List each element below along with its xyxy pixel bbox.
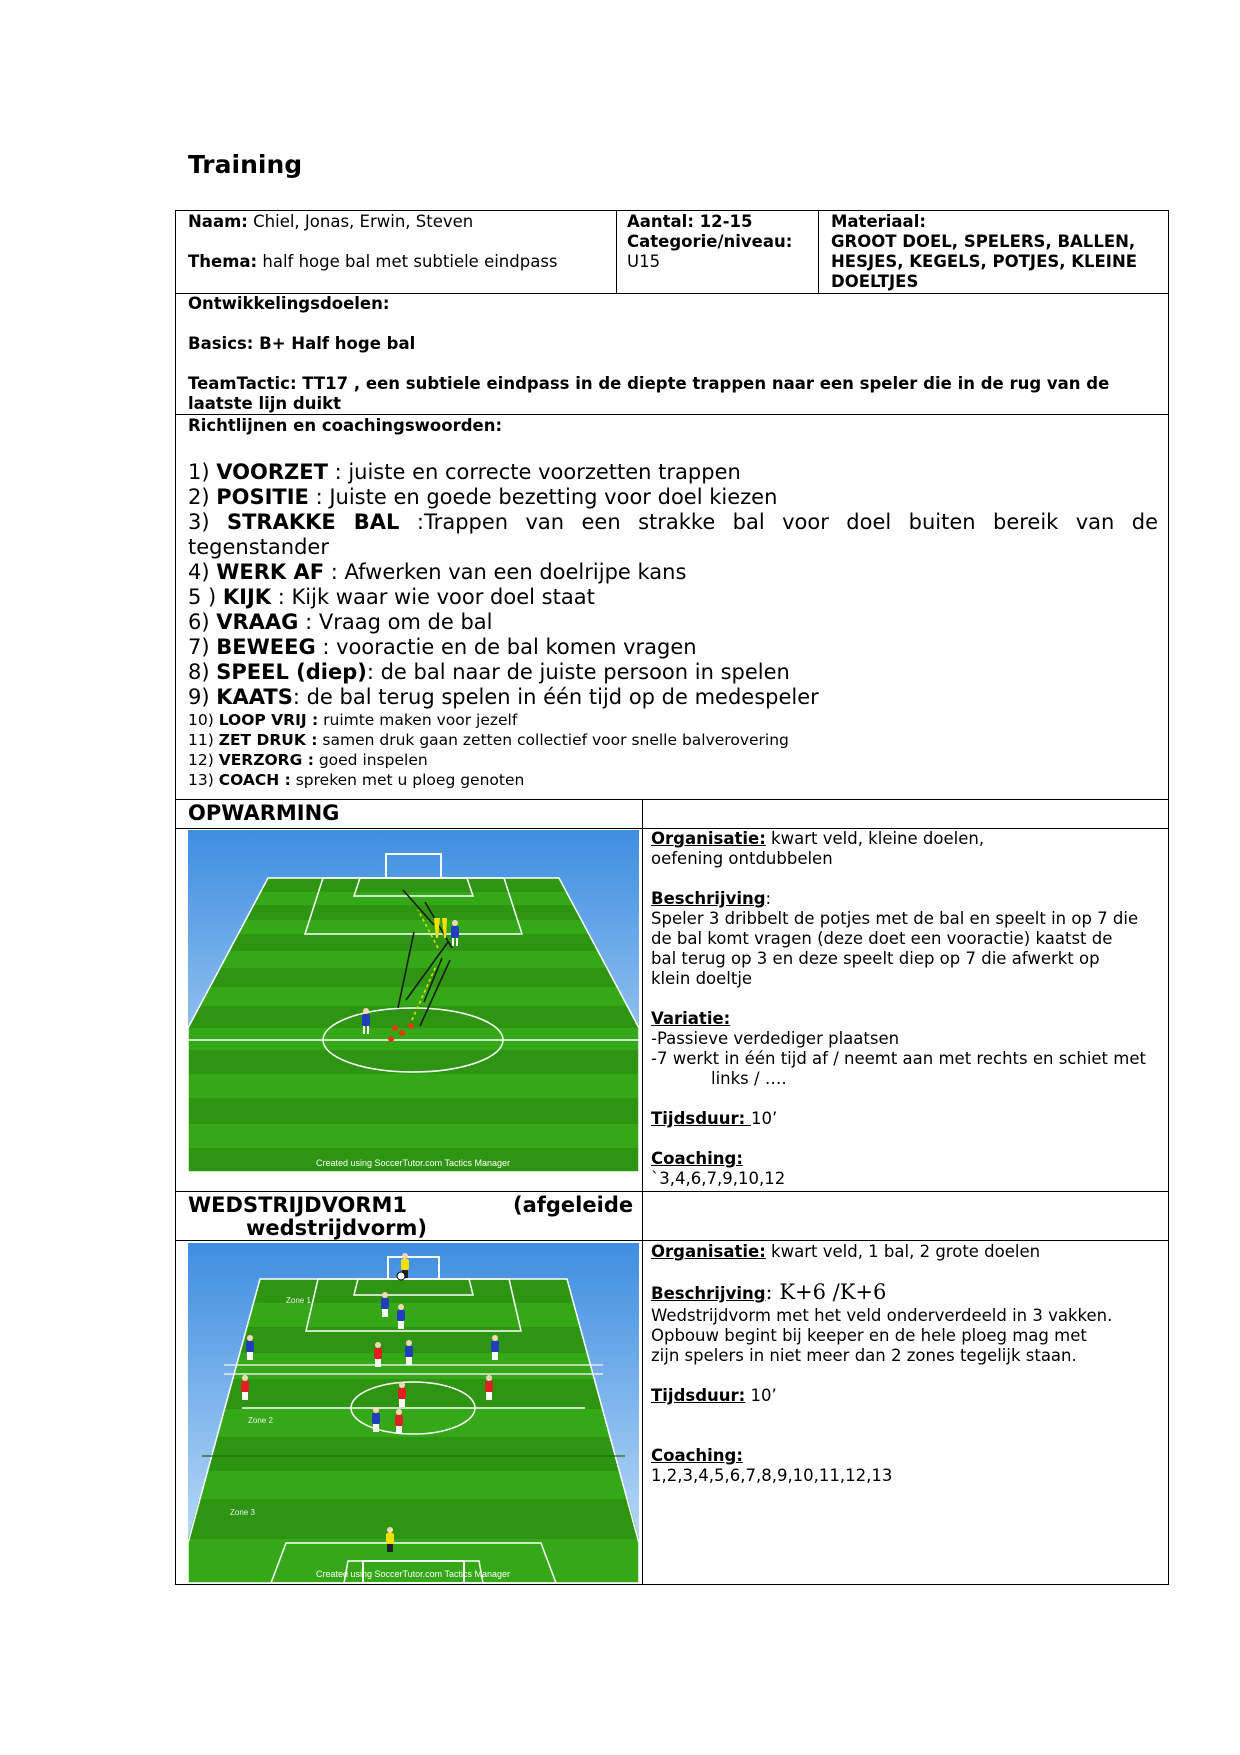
header-divider bbox=[616, 210, 617, 294]
naam-label: Naam: bbox=[188, 212, 248, 231]
coaching-word-number: 6) bbox=[188, 610, 217, 634]
player bbox=[491, 1335, 499, 1360]
basics: Basics: B+ Half hoge bal bbox=[188, 334, 416, 353]
coaching-word-text: : Afwerken van een doelrijpe kans bbox=[324, 560, 687, 584]
thema-label: Thema: bbox=[188, 252, 258, 271]
coaching-word-key: POSITIE bbox=[216, 485, 309, 509]
coaching-word-item bbox=[188, 485, 1158, 510]
text-line: zijn spelers in niet meer dan 2 zones tegelijk staan. bbox=[651, 1346, 1077, 1365]
w-organisatie-value: kwart veld, 1 bal, 2 grote doelen bbox=[765, 1242, 1041, 1261]
coaching-word-text: : vooractie en de bal komen vragen bbox=[315, 635, 697, 659]
w-beschrijving-extra: K+6 /K+6 bbox=[779, 1280, 887, 1304]
text-line: bal terug op 3 en deze speelt diep op 7 die afwerkt op bbox=[651, 949, 1100, 968]
coaching-word-item bbox=[188, 685, 1158, 710]
coaching-word-item bbox=[188, 660, 1158, 685]
wedstrijdvorm-diagram bbox=[188, 1243, 639, 1583]
variatie-label: Variatie: bbox=[651, 1009, 731, 1028]
text-line: -7 werkt in één tijd af / neemt aan met rechts en schiet met bbox=[651, 1049, 1146, 1068]
coaching-word-text: spreken met u ploeg genoten bbox=[290, 771, 525, 789]
w-tijdsduur-value: 10’ bbox=[745, 1386, 777, 1405]
player bbox=[374, 1342, 382, 1367]
coaching-word-key: VOORZET bbox=[216, 460, 328, 484]
variatie-text bbox=[651, 1029, 1166, 1089]
player bbox=[241, 1375, 249, 1400]
text-line: -Passieve verdediger plaatsen bbox=[651, 1029, 900, 1048]
coaching-word-text: :Trappen van een strakke bal voor doel buiten bereik van de tegenstander bbox=[188, 510, 1159, 559]
coaching-word-key: SPEEL (diep) bbox=[216, 660, 367, 684]
text-line: Opbouw begint bij keeper en de hele ploeg mag met bbox=[651, 1326, 1087, 1345]
coaching-word-text: : Kijk waar wie voor doel staat bbox=[271, 585, 595, 609]
player bbox=[485, 1375, 493, 1400]
w-tijdsduur-label: Tijdsduur: bbox=[651, 1386, 746, 1405]
coaching-word-item bbox=[188, 510, 1158, 560]
coaching-word-number: 7) bbox=[188, 635, 217, 659]
materiaal-value: GROOT DOEL, SPELERS, BALLEN, HESJES, KEGELS, POTJES, KLEINE DOELTJES bbox=[831, 232, 1138, 291]
coaching-word-number: 2) bbox=[188, 485, 217, 509]
w-beschrijving-label: Beschrijving bbox=[651, 1284, 766, 1303]
wedstrijdvorm-heading-a: WEDSTRIJDVORM1 bbox=[188, 1193, 408, 1217]
w-coaching-label: Coaching: bbox=[651, 1446, 743, 1465]
coaching-word-key: WERK AF bbox=[216, 560, 325, 584]
beschrijving-label: Beschrijving bbox=[651, 889, 766, 908]
richtlijnen-heading: Richtlijnen en coachingswoorden: bbox=[188, 416, 503, 435]
text-line: Speler 3 dribbelt de potjes met de bal en speelt in op 7 die bbox=[651, 909, 1139, 928]
beschrijving-colon: : bbox=[765, 889, 772, 908]
opwarming-diagram bbox=[188, 830, 639, 1172]
opwarming-details bbox=[651, 829, 1166, 1189]
coaching-word-key: ZET DRUK : bbox=[218, 731, 318, 749]
coaching-word-text: : juiste en correcte voorzetten trappen bbox=[327, 460, 741, 484]
coaching-word-text: ruimte maken voor jezelf bbox=[318, 711, 518, 729]
coaching-word-key: BEWEEG bbox=[216, 635, 316, 659]
coaching-label: Coaching: bbox=[651, 1149, 743, 1168]
coaching-word-number: 3) bbox=[188, 510, 227, 534]
coaching-word-text: : de bal terug spelen in één tijd op de medespeler bbox=[292, 685, 819, 709]
coaching-word-text: : Juiste en goede bezetting voor doel kiezen bbox=[308, 485, 778, 509]
page-title: Training bbox=[188, 150, 303, 179]
coaching-word-number: 11) bbox=[188, 731, 219, 749]
coaching-word-key: VERZORG : bbox=[218, 751, 314, 769]
wedstrijdvorm-heading-b: (afgeleide bbox=[513, 1193, 634, 1217]
coaching-word-item bbox=[188, 560, 1158, 585]
coaching-word-text: : de bal naar de juiste persoon in spelen bbox=[366, 660, 790, 684]
coaching-word-item bbox=[188, 750, 1158, 770]
categorie-value: U15 bbox=[627, 252, 661, 271]
opwarming-credit: Created using SoccerTutor.com Tactics Manager bbox=[315, 1158, 511, 1168]
coaching-word-item bbox=[188, 730, 1158, 750]
coaching-word-key: LOOP VRIJ : bbox=[218, 711, 319, 729]
thema-cell bbox=[188, 252, 608, 272]
wedstrijdvorm-credit: Created using SoccerTutor.com Tactics Manager bbox=[315, 1569, 511, 1579]
player bbox=[397, 1304, 405, 1329]
coaching-word-number: 13) bbox=[188, 771, 219, 789]
coaching-word-number: 10) bbox=[188, 711, 219, 729]
player bbox=[405, 1340, 413, 1365]
coaching-word-key: VRAAG bbox=[216, 610, 299, 634]
player bbox=[246, 1335, 254, 1360]
zone-3-label: Zone 3 bbox=[230, 1508, 255, 1517]
text-line: de bal komt vragen (deze doet een vooractie) kaatst de bbox=[651, 929, 1113, 948]
naam-cell bbox=[188, 212, 608, 232]
beschrijving-text bbox=[651, 909, 1166, 989]
thema-value: half hoge bal met subtiele eindpass bbox=[262, 252, 558, 271]
coaching-word-list bbox=[188, 460, 1158, 790]
coaching-word-number: 1) bbox=[188, 460, 217, 484]
coaching-word-number: 9) bbox=[188, 685, 217, 709]
opwarming-heading: OPWARMING bbox=[188, 801, 340, 825]
coaching-word-item bbox=[188, 635, 1158, 660]
ontwikkeling-heading: Ontwikkelingsdoelen: bbox=[188, 294, 390, 313]
naam-value: Chiel, Jonas, Erwin, Steven bbox=[253, 212, 474, 231]
zone-2-label: Zone 2 bbox=[248, 1416, 273, 1425]
w-beschrijving-text bbox=[651, 1306, 1166, 1366]
player bbox=[386, 1527, 394, 1552]
tijdsduur-value: 10’ bbox=[750, 1109, 778, 1128]
wedstrijdvorm-details: Organisatie: kwart veld, 1 bal, 2 grote doelen Beschrijving: K+6 /K+6 Wedstrijdvorm met het veld onderverdeeld in 3 vakken. Opbouw begint bij keeper en de hele ploeg mag met zijn spelers in niet meer dan 2 zones tegelijk staan. Tijdsduur: 10’ Coaching: 1,2,3,4,5,6,7,8,9,10,11,12,13 bbox=[651, 1242, 1166, 1486]
player bbox=[381, 1292, 389, 1317]
header-divider bbox=[818, 210, 819, 294]
coaching-word-item bbox=[188, 610, 1158, 635]
coaching-word-item bbox=[188, 585, 1158, 610]
coaching-word-text: : Vraag om de bal bbox=[298, 610, 493, 634]
wedstrijdvorm-heading-c: wedstrijdvorm) bbox=[246, 1216, 427, 1240]
player bbox=[395, 1409, 403, 1434]
aantal: Aantal: 12-15 bbox=[627, 212, 753, 231]
coaching-word-key: KAATS bbox=[216, 685, 293, 709]
coaching-word-number: 12) bbox=[188, 751, 219, 769]
zone-1-label: Zone 1 bbox=[286, 1296, 311, 1305]
coaching-word-item bbox=[188, 710, 1158, 730]
w-organisatie-label: Organisatie: bbox=[651, 1242, 766, 1261]
organisatie-label: Organisatie: bbox=[651, 829, 766, 848]
coaching-word-number: 4) bbox=[188, 560, 217, 584]
organisatie-value: kwart veld, kleine doelen, bbox=[765, 829, 985, 848]
text-line: Wedstrijdvorm met het veld onderverdeeld in 3 vakken. bbox=[651, 1306, 1113, 1325]
coaching-word-text: goed inspelen bbox=[313, 751, 428, 769]
coaching-word-text: samen druk gaan zetten collectief voor snelle balverovering bbox=[317, 731, 789, 749]
text-line: links / …. bbox=[711, 1069, 787, 1088]
player bbox=[372, 1407, 380, 1432]
coaching-word-number: 8) bbox=[188, 660, 217, 684]
coaching-word-key: COACH : bbox=[218, 771, 291, 789]
coaching-word-key: KIJK bbox=[222, 585, 272, 609]
organisatie-value-2: oefening ontdubbelen bbox=[651, 849, 833, 868]
materiaal-label: Materiaal: bbox=[831, 212, 926, 231]
coaching-word-item bbox=[188, 460, 1158, 485]
coaching-word-number: 5 ) bbox=[188, 585, 223, 609]
coaching-value: `3,4,6,7,9,10,12 bbox=[651, 1169, 786, 1188]
player bbox=[398, 1382, 406, 1407]
text-line: klein doeltje bbox=[651, 969, 753, 988]
categorie: Categorie/niveau: bbox=[627, 232, 793, 251]
w-coaching-value: 1,2,3,4,5,6,7,8,9,10,11,12,13 bbox=[651, 1466, 893, 1485]
coaching-word-item bbox=[188, 770, 1158, 790]
tijdsduur-label: Tijdsduur: bbox=[651, 1109, 751, 1128]
coaching-word-key: STRAKKE BAL bbox=[226, 510, 400, 534]
teamtactic: TeamTactic: TT17 , een subtiele eindpass in de diepte trappen naar een speler die in de rug van de laatste lijn duikt bbox=[188, 374, 1110, 413]
